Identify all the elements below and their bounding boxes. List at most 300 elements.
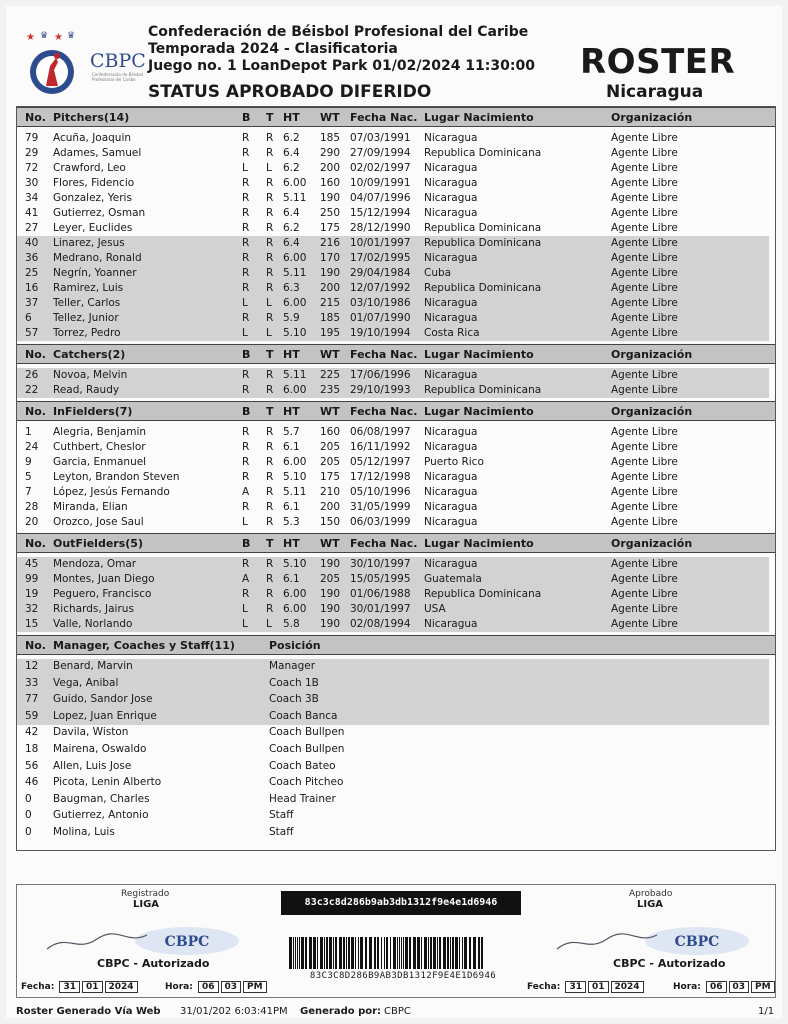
player-birthdate: 17/02/1995 <box>350 252 411 264</box>
brand-name: CBPC <box>90 50 146 72</box>
staff-position: Staff <box>269 826 294 838</box>
player-throws: R <box>266 132 274 144</box>
player-throws: R <box>266 312 274 324</box>
player-birthdate: 02/08/1994 <box>350 618 411 630</box>
player-birthdate: 28/12/1990 <box>350 222 411 234</box>
player-number: 45 <box>25 558 39 570</box>
player-bats: R <box>242 177 250 189</box>
staff-row <box>17 808 775 823</box>
col-t-header: T <box>266 405 274 418</box>
player-row <box>17 221 775 236</box>
player-throws: L <box>266 162 272 174</box>
player-birthplace: Nicaragua <box>424 132 478 144</box>
auth-right: CBPC - Autorizado <box>613 957 726 970</box>
player-bats: L <box>242 297 248 309</box>
barcode-bar <box>401 937 402 969</box>
barcode-icon <box>287 937 519 969</box>
staff-row <box>17 659 775 674</box>
col-ht-header: HT <box>283 537 300 550</box>
player-organization: Agente Libre <box>611 327 678 339</box>
player-weight: 250 <box>320 207 341 219</box>
barcode-bar <box>384 937 385 969</box>
player-weight: 190 <box>320 588 341 600</box>
player-height: 5.10 <box>283 327 307 339</box>
player-weight: 205 <box>320 573 341 585</box>
barcode-bar <box>439 937 441 969</box>
player-number: 36 <box>25 252 39 264</box>
player-height: 6.00 <box>283 603 307 615</box>
player-number: 41 <box>25 207 39 219</box>
roster-table <box>16 106 776 851</box>
player-height: 5.11 <box>283 486 307 498</box>
col-org-header: Organización <box>611 348 693 361</box>
player-bats: L <box>242 327 248 339</box>
confederation-title: Confederación de Béisbol Profesional del Caribe <box>148 24 529 40</box>
staff-row <box>17 759 775 774</box>
player-birthdate: 04/07/1996 <box>350 192 411 204</box>
player-birthplace: Nicaragua <box>424 177 478 189</box>
status-text: STATUS APROBADO DIFERIDO <box>148 82 432 102</box>
player-height: 5.10 <box>283 558 307 570</box>
player-organization: Agente Libre <box>611 369 678 381</box>
player-height: 6.00 <box>283 252 307 264</box>
barcode-bar <box>452 937 454 969</box>
player-name: Peguero, Francisco <box>53 588 152 600</box>
player-row <box>17 455 775 470</box>
staff-number: 0 <box>25 792 32 805</box>
player-birthplace: Nicaragua <box>424 558 478 570</box>
barcode-bar <box>421 937 422 969</box>
registrado-value: LIGA <box>133 899 160 910</box>
player-number: 15 <box>25 618 39 630</box>
col-b-header: B <box>242 405 251 418</box>
col-t-header: T <box>266 111 274 124</box>
player-birthdate: 03/10/1986 <box>350 297 411 309</box>
date-year: 2024 <box>105 981 138 993</box>
section-title: Pitchers(14) <box>53 111 130 124</box>
player-height: 6.00 <box>283 588 307 600</box>
player-birthdate: 01/06/1988 <box>350 588 411 600</box>
staff-number: 46 <box>25 776 39 789</box>
player-birthplace: Republica Dominicana <box>424 147 542 159</box>
player-bats: L <box>242 162 248 174</box>
player-birthplace: Puerto Rico <box>424 456 484 468</box>
staff-number: 77 <box>25 693 39 706</box>
player-height: 6.2 <box>283 132 300 144</box>
player-throws: R <box>266 369 274 381</box>
player-bats: R <box>242 441 250 453</box>
player-weight: 190 <box>320 603 341 615</box>
player-height: 6.4 <box>283 207 300 219</box>
player-throws: R <box>266 486 274 498</box>
player-number: 29 <box>25 147 39 159</box>
svg-text:★: ★ <box>54 32 63 43</box>
player-number: 9 <box>25 456 32 468</box>
barcode-bar <box>309 937 312 969</box>
col-no-header: No. <box>25 111 46 124</box>
team-name: Nicaragua <box>606 82 704 102</box>
player-weight: 290 <box>320 147 341 159</box>
col-lugar-header: Lugar Nacimiento <box>424 348 534 361</box>
staff-name: Allen, Luis Jose <box>53 759 132 772</box>
hora-label: Hora: <box>673 982 701 992</box>
player-organization: Agente Libre <box>611 471 678 483</box>
player-bats: L <box>242 618 248 630</box>
svg-text:CBPC: CBPC <box>164 934 210 950</box>
barcode-bar <box>333 937 334 969</box>
player-bats: R <box>242 192 250 204</box>
player-bats: A <box>242 573 250 585</box>
col-org-header: Organización <box>611 405 693 418</box>
barcode-bar <box>299 937 300 969</box>
col-ht-header: HT <box>283 111 300 124</box>
staff-position: Coach Bullpen <box>269 726 345 739</box>
barcode-bar <box>462 937 463 969</box>
player-name: Orozco, Jose Saul <box>53 516 144 528</box>
player-height: 5.10 <box>283 471 307 483</box>
player-bats: R <box>242 222 250 234</box>
col-wt-header: WT <box>320 405 340 418</box>
staff-position: Coach 3B <box>269 693 319 706</box>
player-organization: Agente Libre <box>611 384 678 396</box>
player-row <box>17 206 775 221</box>
col-fecha-header: Fecha Nac. <box>350 537 418 550</box>
player-row <box>17 326 775 341</box>
player-birthplace: Nicaragua <box>424 207 478 219</box>
player-row <box>17 485 775 500</box>
player-throws: R <box>266 252 274 264</box>
player-name: Teller, Carlos <box>53 297 121 309</box>
auth-left: CBPC - Autorizado <box>97 957 210 970</box>
player-name: Tellez, Junior <box>53 312 119 324</box>
barcode-bar <box>478 937 480 969</box>
col-lugar-header: Lugar Nacimiento <box>424 111 534 124</box>
barcode-bar <box>473 937 476 969</box>
player-birthplace: Nicaragua <box>424 426 478 438</box>
barcode-bar <box>405 937 408 969</box>
fecha-right <box>527 981 644 993</box>
col-no-header: No. <box>25 639 46 652</box>
player-birthplace: Republica Dominicana <box>424 222 542 234</box>
barcode-bar <box>455 937 458 969</box>
staff-position: Coach Bateo <box>269 759 336 772</box>
barcode-text: 83C3C8D286B9AB3DB1312F9E4E1D6946 <box>309 971 497 981</box>
staff-name: Picota, Lenin Alberto <box>53 776 162 789</box>
staff-number: 42 <box>25 726 39 739</box>
barcode-bar <box>424 937 427 969</box>
barcode-bar <box>433 937 436 969</box>
player-name: Read, Raudy <box>53 384 120 396</box>
player-bats: R <box>242 147 250 159</box>
player-name: Miranda, Elian <box>53 501 128 513</box>
player-birthplace: Republica Dominicana <box>424 237 542 249</box>
player-number: 34 <box>25 192 39 204</box>
barcode-bar <box>413 937 416 969</box>
player-birthplace: Nicaragua <box>424 516 478 528</box>
date-year: 2024 <box>611 981 644 993</box>
player-number: 37 <box>25 297 39 309</box>
barcode-bar <box>329 937 332 969</box>
player-organization: Agente Libre <box>611 267 678 279</box>
player-organization: Agente Libre <box>611 441 678 453</box>
player-number: 20 <box>25 516 39 528</box>
player-name: Acuña, Joaquin <box>53 132 132 144</box>
player-weight: 205 <box>320 441 341 453</box>
player-name: Garcia, Enmanuel <box>53 456 147 468</box>
player-number: 30 <box>25 177 39 189</box>
hora-left <box>165 981 267 993</box>
barcode-bar <box>295 937 296 969</box>
barcode-bar <box>397 937 398 969</box>
barcode-bar <box>301 937 304 969</box>
staff-position: Coach Bullpen <box>269 743 345 755</box>
barcode-bar <box>346 937 347 969</box>
staff-name: Molina, Luis <box>53 826 115 838</box>
col-fecha-header: Fecha Nac. <box>350 405 418 418</box>
barcode-bar <box>293 937 294 969</box>
player-weight: 200 <box>320 162 341 174</box>
barcode-bar <box>358 937 359 969</box>
player-organization: Agente Libre <box>611 147 678 159</box>
player-birthdate: 27/09/1994 <box>350 147 411 159</box>
col-lugar-header: Lugar Nacimiento <box>424 537 534 550</box>
player-throws: R <box>266 207 274 219</box>
staff-number: 0 <box>25 809 32 822</box>
player-name: Montes, Juan Diego <box>53 573 155 585</box>
date-day: 31 <box>59 981 80 993</box>
player-birthplace: USA <box>424 603 446 615</box>
player-organization: Agente Libre <box>611 252 678 264</box>
player-organization: Agente Libre <box>611 618 678 630</box>
player-number: 72 <box>25 162 39 174</box>
player-row <box>17 617 775 632</box>
col-b-header: B <box>242 111 251 124</box>
player-organization: Agente Libre <box>611 177 678 189</box>
player-weight: 175 <box>320 471 341 483</box>
player-bats: R <box>242 369 250 381</box>
player-weight: 160 <box>320 177 341 189</box>
player-organization: Agente Libre <box>611 486 678 498</box>
date-month: 01 <box>82 981 103 993</box>
player-throws: L <box>266 618 272 630</box>
player-organization: Agente Libre <box>611 207 678 219</box>
col-no-header: No. <box>25 348 46 361</box>
barcode-bar <box>369 937 372 969</box>
player-birthdate: 15/12/1994 <box>350 207 411 219</box>
player-birthdate: 06/03/1999 <box>350 516 411 528</box>
player-weight: 205 <box>320 456 341 468</box>
player-height: 5.8 <box>283 618 300 630</box>
barcode-bar <box>386 937 388 969</box>
roster-page <box>6 6 782 1018</box>
player-height: 5.11 <box>283 267 307 279</box>
player-weight: 190 <box>320 618 341 630</box>
barcode-bar <box>464 937 467 969</box>
player-number: 1 <box>25 426 32 438</box>
col-b-header: B <box>242 348 251 361</box>
player-birthdate: 30/01/1997 <box>350 603 411 615</box>
player-name: Novoa, Melvin <box>53 369 128 381</box>
player-height: 5.9 <box>283 312 300 324</box>
date-month: 01 <box>588 981 609 993</box>
player-birthplace: Nicaragua <box>424 471 478 483</box>
staff-name: Davila, Wiston <box>53 726 129 739</box>
player-bats: R <box>242 132 250 144</box>
col-lugar-header: Lugar Nacimiento <box>424 405 534 418</box>
player-height: 5.3 <box>283 516 300 528</box>
player-number: 6 <box>25 312 32 324</box>
barcode-bar <box>399 937 400 969</box>
player-birthdate: 05/10/1996 <box>350 486 411 498</box>
barcode-bar <box>348 937 350 969</box>
player-organization: Agente Libre <box>611 516 678 528</box>
player-weight: 210 <box>320 486 341 498</box>
player-birthplace: Nicaragua <box>424 297 478 309</box>
time-ampm: PM <box>243 981 267 993</box>
aprobado-value: LIGA <box>637 899 664 910</box>
player-height: 5.11 <box>283 192 307 204</box>
player-height: 6.1 <box>283 501 300 513</box>
header-lines <box>148 24 535 75</box>
fecha-label: Fecha: <box>527 982 561 992</box>
player-bats: R <box>242 558 250 570</box>
player-birthdate: 07/03/1991 <box>350 132 411 144</box>
player-throws: R <box>266 516 274 528</box>
player-name: Gonzalez, Yeris <box>53 192 132 204</box>
date-day: 31 <box>565 981 586 993</box>
brand-subtitle: Confederación de Béisbol Profesional del Caribe <box>92 72 144 82</box>
player-weight: 190 <box>320 558 341 570</box>
col-fecha-header: Fecha Nac. <box>350 348 418 361</box>
generated-by-label: Generado por: <box>300 1006 382 1017</box>
player-organization: Agente Libre <box>611 426 678 438</box>
player-height: 6.1 <box>283 441 300 453</box>
player-number: 22 <box>25 384 39 396</box>
player-bats: R <box>242 501 250 513</box>
player-bats: R <box>242 267 250 279</box>
staff-number: 0 <box>25 826 32 838</box>
player-number: 26 <box>25 369 39 381</box>
player-weight: 160 <box>320 426 341 438</box>
barcode-bar <box>313 937 316 969</box>
col-ht-header: HT <box>283 348 300 361</box>
player-bats: R <box>242 207 250 219</box>
player-throws: R <box>266 192 274 204</box>
player-organization: Agente Libre <box>611 558 678 570</box>
staff-row <box>17 775 775 790</box>
staff-number: 12 <box>25 660 39 672</box>
player-height: 5.11 <box>283 369 307 381</box>
player-organization: Agente Libre <box>611 162 678 174</box>
player-name: Medrano, Ronald <box>53 252 142 264</box>
player-organization: Agente Libre <box>611 297 678 309</box>
player-weight: 216 <box>320 237 341 249</box>
player-weight: 190 <box>320 267 341 279</box>
time-hour: 06 <box>198 981 219 993</box>
roster-hash: 83c3c8d286b9ab3db1312f9e4e1d6946 <box>281 891 521 915</box>
player-throws: R <box>266 471 274 483</box>
col-b-header: B <box>242 537 251 550</box>
player-birthdate: 17/06/1996 <box>350 369 411 381</box>
player-weight: 150 <box>320 516 341 528</box>
player-birthdate: 29/10/1993 <box>350 384 411 396</box>
generated-timestamp: 31/01/202 6:03:41PM <box>180 1006 288 1017</box>
player-row <box>17 500 775 515</box>
staff-position: Coach Pitcheo <box>269 776 344 789</box>
staff-row <box>17 725 775 740</box>
player-organization: Agente Libre <box>611 132 678 144</box>
player-birthdate: 05/12/1997 <box>350 456 411 468</box>
player-throws: R <box>266 501 274 513</box>
player-organization: Agente Libre <box>611 456 678 468</box>
player-row <box>17 236 775 251</box>
player-number: 7 <box>25 486 32 498</box>
staff-position: Head Trainer <box>269 792 336 805</box>
staff-name: Mairena, Oswaldo <box>53 743 147 755</box>
player-number: 99 <box>25 573 39 585</box>
player-name: Richards, Jairus <box>53 603 134 615</box>
player-throws: R <box>266 573 274 585</box>
player-birthplace: Republica Dominicana <box>424 282 542 294</box>
player-row <box>17 146 775 161</box>
player-throws: R <box>266 426 274 438</box>
player-weight: 235 <box>320 384 341 396</box>
time-minute: 03 <box>729 981 750 993</box>
player-organization: Agente Libre <box>611 501 678 513</box>
player-height: 5.7 <box>283 426 300 438</box>
player-birthplace: Costa Rica <box>424 327 480 339</box>
barcode-bar <box>443 937 446 969</box>
approval-footer <box>16 884 776 998</box>
player-birthplace: Nicaragua <box>424 501 478 513</box>
player-weight: 200 <box>320 282 341 294</box>
player-weight: 225 <box>320 369 341 381</box>
staff-row <box>17 742 775 757</box>
player-name: Gutierrez, Osman <box>53 207 146 219</box>
staff-row <box>17 825 775 840</box>
player-throws: R <box>266 177 274 189</box>
staff-section-header <box>17 635 775 655</box>
player-birthdate: 29/04/1984 <box>350 267 411 279</box>
player-throws: R <box>266 237 274 249</box>
col-t-header: T <box>266 348 274 361</box>
player-throws: R <box>266 603 274 615</box>
barcode-bar <box>450 937 451 969</box>
player-row <box>17 557 775 572</box>
player-height: 6.00 <box>283 297 307 309</box>
barcode-bar <box>381 937 382 969</box>
aprobado-label: Aprobado <box>629 889 673 899</box>
player-row <box>17 572 775 587</box>
section-title: Catchers(2) <box>53 348 126 361</box>
barcode-bar <box>469 937 471 969</box>
player-name: Leyton, Brandon Steven <box>53 471 180 483</box>
player-bats: R <box>242 282 250 294</box>
player-birthdate: 15/05/1995 <box>350 573 411 585</box>
barcode-bar <box>320 937 323 969</box>
player-row <box>17 515 775 530</box>
player-number: 19 <box>25 588 39 600</box>
col-t-header: T <box>266 537 274 550</box>
player-birthdate: 17/12/1998 <box>350 471 411 483</box>
player-birthdate: 16/11/1992 <box>350 441 411 453</box>
player-number: 25 <box>25 267 39 279</box>
player-height: 6.00 <box>283 177 307 189</box>
svg-text:♛: ♛ <box>67 31 76 41</box>
col-ht-header: HT <box>283 405 300 418</box>
player-name: Negrín, Yoanner <box>53 267 137 279</box>
barcode-bar <box>324 937 325 969</box>
